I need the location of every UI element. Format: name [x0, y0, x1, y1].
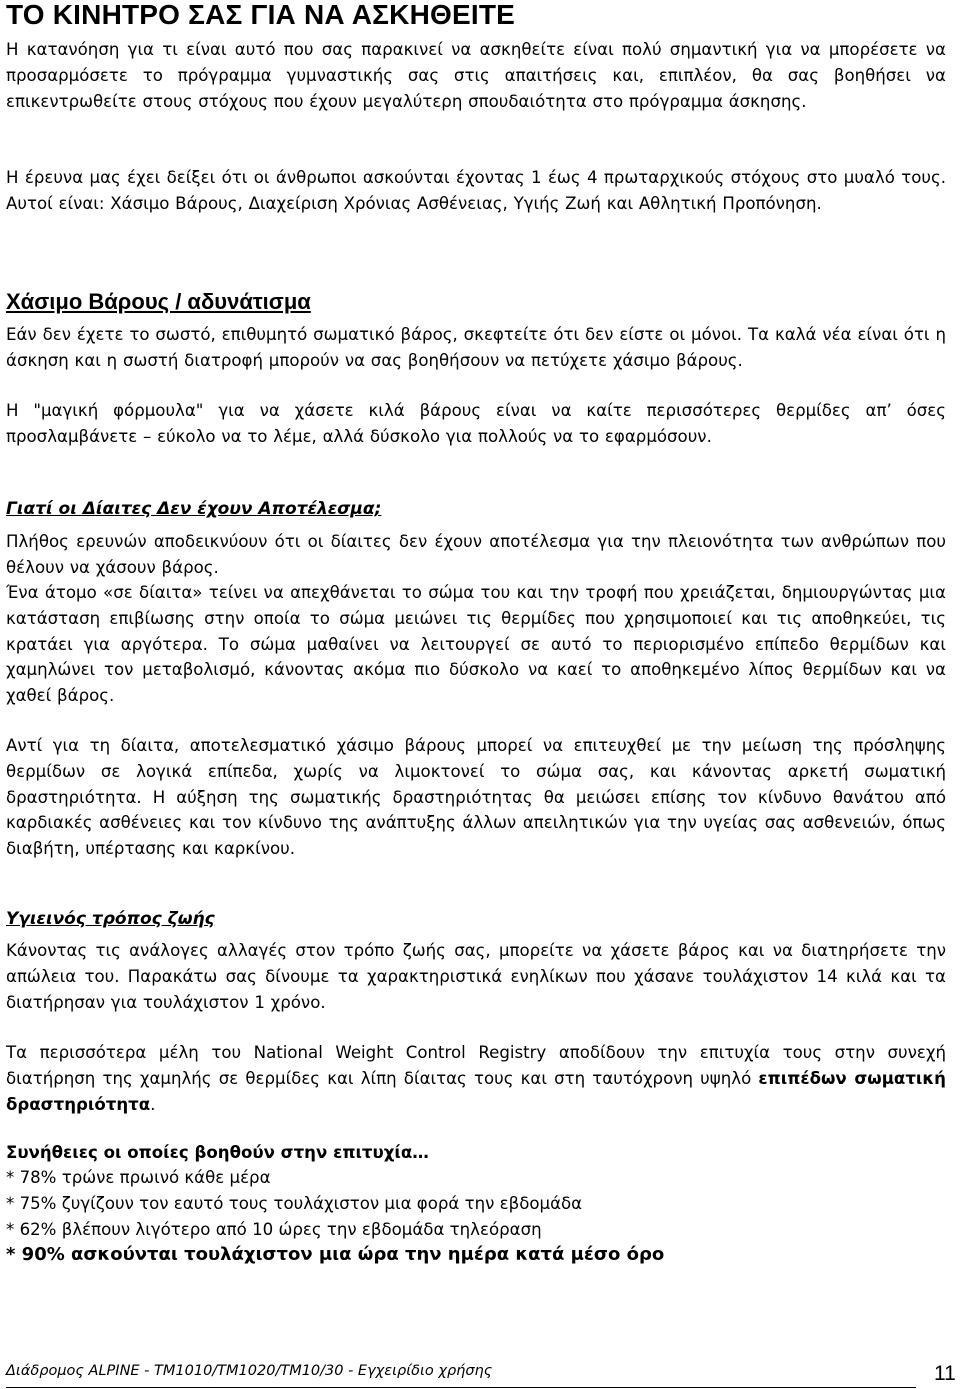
lifestyle-paragraph-2 — [6, 1040, 946, 1117]
diets-paragraph-3: Αντί για τη δίαιτα, αποτελεσματικό χάσιμο βάρους μπορεί να επιτευχθεί με την μείωση της πρόσληψης θερμίδων σε λογικά επίπεδα, χωρίς να λιμοκτονεί το σώμα σας, και κάνοντας αρκετή σωματική δραστηριότητα. Η αύξηση της σωματικής δραστηριότητας θα μειώσει επίσης τον κίνδυνο θανάτου από καρδιακές ασθένειες και τον κίνδυνο της ανάπτυξης άλλων απειλητικών για την υγείας σας ασθενειών, όπως διαβήτη, υπέρτασης και καρκίνου. — [6, 736, 946, 859]
intro-paragraph-2: Η έρευνα μας έχει δείξει ότι οι άνθρωποι ασκούνται έχοντας 1 έως 4 πρωταρχικούς στόχους στο μυαλό τους. Αυτοί είναι: Χάσιμο Βάρους, Διαχείριση Χρόνιας Ασθένειας, Υγιής Ζωή και Αθλητική Προπόνηση. — [6, 168, 946, 213]
habit-item: * 75% ζυγίζουν τον εαυτό τους τουλάχιστον μια φορά την εβδομάδα — [6, 1193, 583, 1213]
habit-item: * 78% τρώνε πρωινό κάθε μέρα — [6, 1168, 271, 1187]
lifestyle-p2-bold: επιπέδων σωματική δραστηριότητα — [6, 1068, 946, 1114]
lifestyle-p2-end: . — [150, 1094, 156, 1114]
intro-paragraph-1: Η κατανόηση για τι είναι αυτό που σας παρακινεί να ασκηθείτε είναι πολύ σημαντική για να μπορέσετε να προσαρμόσετε το πρόγραμμα γυμναστικής σας στις απαιτήσεις και, επιπλέον, θα σας βοηθήσει να επικεντρωθείτε στους στόχους που έχουν μεγαλύτερη σπουδαιότητα στο πρόγραμμα άσκησης. — [6, 40, 946, 111]
lifestyle-p2-text: Τα περισσότερα μέλη του National Weight Control Registry αποδίδουν την επιτυχία τους στην συνεχή διατήρηση της χαμηλής σε θερμίδες και λίπη δίαιτας τους και στη ταυτόχρονη υψηλό — [6, 1043, 946, 1088]
page-title: ΤΟ ΚΙΝΗΤΡΟ ΣΑΣ ΓΙΑ ΝΑ ΑΣΚΗΘΕΙΤΕ — [6, 0, 516, 30]
habit-item: * 62% βλέπουν λιγότερο από 10 ώρες την εβδομάδα τηλεόραση — [6, 1219, 542, 1239]
diets-paragraph-2: Ένα άτομο «σε δίαιτα» τείνει να απεχθάνεται το σώμα του και την τροφή που χρειάζεται, δημιουργώντας μια κατάσταση επιβίωσης στην οποία το σώμα μειώνει τις θερμίδες που χρησιμοποιεί και τις αποθηκεύει, τις κρατάει για αργότερα. Το σώμα μαθαίνει να λειτουργεί σε αυτό το περιορισμένο επίπεδο θερμίδων και χαμηλώνει τον μεταβολισμό, κάνοντας ακόμα πιο δύσκολο να καεί το αποθηκεμένο λίπος θερμίδων και να χαθεί βάρος. — [6, 583, 946, 706]
weight-loss-paragraph-2: Η "μαγική φόρμουλα" για να χάσετε κιλά βάρους είναι να καίτε περισσότερες θερμίδες απ’ όσες προσλαμβάνετε – εύκολο να το λέμε, αλλά δύσκολο για πολλούς να το εφαρμόσουν. — [6, 401, 946, 446]
habits-list — [6, 1165, 946, 1268]
page-footer — [6, 1357, 916, 1388]
footer-text: Διάδρομος ALPINE - TM1010/TM1020/TM10/30 - Εγχειρίδιο χρήσης — [6, 1363, 493, 1379]
habits-heading: Συνήθειες οι οποίες βοηθούν στην επιτυχία… — [6, 1143, 429, 1162]
weight-loss-heading: Χάσιμο Βάρους / αδυνάτισμα — [6, 289, 311, 314]
weight-loss-paragraph-1: Εάν δεν έχετε το σωστό, επιθυμητό σωματικό βάρος, σκεφτείτε ότι δεν είστε οι μόνοι. Τα καλά νέα είναι ότι η άσκηση και η σωστή διατροφή μπορούν να σας βοηθήσουν να πετύχετε χάσιμο βάρους. — [6, 325, 946, 370]
page-number: 11 — [934, 1362, 956, 1385]
diets-paragraph-1: Πλήθος ερευνών αποδεικνύουν ότι οι δίαιτες δεν έχουν αποτέλεσμα για την πλειονότητα των ανθρώπων που θέλουν να χάσουν βάρος. — [6, 532, 946, 577]
lifestyle-heading: Υγιεινός τρόπος ζωής — [6, 909, 215, 929]
lifestyle-paragraph-1: Κάνοντας τις ανάλογες αλλαγές στον τρόπο ζωής σας, μπορείτε να χάσετε βάρος και να διατηρήσετε την απώλεια του. Παρακάτω σας δίνουμε τα χαρακτηριστικά ενηλίκων που χάσανε τουλάχιστον 14 κιλά και τα διατήρησαν για τουλάχιστον 1 χρόνο. — [6, 941, 946, 1012]
habit-item-highlight: * 90% ασκούνται τουλάχιστον μια ώρα την ημέρα κατά μέσο όρο — [6, 1244, 665, 1266]
diets-heading: Γιατί οι Δίαιτες Δεν έχουν Αποτέλεσμα; — [6, 499, 382, 519]
